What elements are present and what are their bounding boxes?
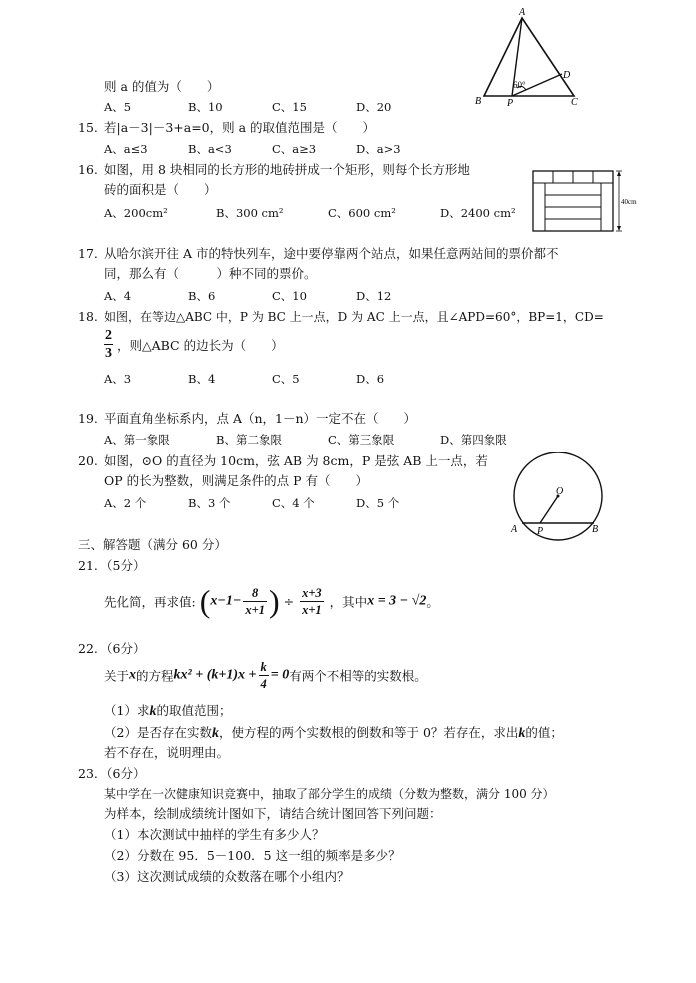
q21-right-paren: ): [268, 583, 280, 619]
q15-option-a: A、a≤3: [104, 142, 148, 156]
q15-option-b: B、a<3: [188, 142, 232, 156]
q15-option-d: D、a>3: [356, 142, 401, 156]
section-title: 三、解答题（满分 60 分）: [78, 537, 227, 552]
q18-fraction-numerator: 2: [105, 328, 112, 343]
q19-option-c: C、第三象限: [328, 433, 395, 447]
q23-part2: （2）分数在 95．5－100．5 这一组的频率是多少？: [104, 848, 401, 863]
q22-eq-frac-den: 4: [260, 677, 267, 691]
q20-number: 20.: [78, 453, 98, 468]
q22-intro-b: 的方程: [136, 668, 174, 684]
q22-p2-a: （2）是否存在实数: [104, 725, 212, 740]
q18-option-b: B、4: [188, 372, 216, 386]
triangle-label-c: C: [571, 97, 578, 108]
q18-option-d: D、6: [356, 372, 385, 386]
q16-stem-line1: 如图，用 8 块相同的长方形的地砖拼成一个矩形，则每个长方形地: [104, 162, 470, 177]
q23-line2: 为样本，绘制成绩统计图如下，请结合统计图回答下列问题：: [104, 806, 442, 821]
q23-score: （6分）: [100, 766, 146, 781]
q22-p1-k: k: [149, 704, 157, 719]
q21-expression: [104, 583, 439, 620]
tile-rectangle-figure: [530, 168, 645, 234]
triangle-label-d: D: [563, 70, 571, 81]
q22-score: （6分）: [100, 641, 146, 656]
q18-option-a: A、3: [104, 372, 132, 386]
q21-mid: ，其中: [329, 594, 368, 610]
q17-option-d: D、12: [356, 289, 392, 303]
q22-intro: [104, 659, 427, 692]
q22-p2-k: k: [211, 726, 219, 741]
q21-number: 21.: [78, 558, 98, 573]
q22-eq-left: kx² + (k+1)x +: [173, 667, 257, 683]
triangle-label-b: B: [475, 96, 482, 107]
q21-score: （5分）: [100, 558, 146, 573]
q22-part1: [104, 703, 231, 720]
q20-option-a: A、2 个: [104, 496, 147, 510]
q22-var-x: x: [129, 667, 137, 683]
q21-fraction-2: [300, 585, 324, 618]
q14-option-c: C、15: [272, 100, 307, 114]
q14-option-d: D、20: [356, 100, 392, 114]
q22-eq-frac-num: k: [260, 660, 267, 674]
q17-stem-line2: 同，那么有（ ）种不同的票价。: [104, 266, 317, 281]
circle-label-b: B: [592, 524, 599, 535]
q17-option-c: C、10: [272, 289, 307, 303]
q15-number: 15.: [78, 120, 98, 135]
q22-p1-b: 的取值范围；: [156, 703, 232, 718]
q21-prefix: 先化简，再求值:: [104, 594, 196, 610]
q21-frac1-num: 8: [243, 585, 267, 602]
q19-option-a: A、第一象限: [104, 433, 170, 447]
q18-stem-line1: 如图，在等边△ABC 中，P 为 BC 上一点，D 为 AC 上一点，且∠APD=60°，BP=1，CD=: [104, 310, 604, 324]
triangle-angle-label: 60°: [513, 80, 526, 90]
q16-stem-line2: 砖的面积是（ ）: [104, 182, 217, 197]
q16-option-b: B、300 cm²: [216, 206, 284, 220]
q17-option-a: A、4: [104, 289, 132, 303]
q16-option-a: A、200cm²: [104, 206, 168, 220]
q18-stem-line2: ，则△ABC 的边长为（ ）: [117, 338, 284, 353]
q14-option-b: B、10: [188, 100, 223, 114]
q16-option-d: D、2400 cm²: [440, 206, 516, 220]
q22-part2: [104, 725, 563, 742]
q14-stem: 则 a 的值为（ ）: [104, 79, 220, 94]
triangle-label-p: P: [507, 98, 514, 108]
q16-number: 16.: [78, 162, 98, 177]
circle-figure: [502, 452, 614, 548]
q23-part3: （3）这次测试成绩的众数落在哪个小组内？: [104, 869, 350, 884]
q19-number: 19.: [78, 411, 98, 426]
q18-number: 18.: [78, 309, 98, 324]
q22-number: 22.: [78, 641, 98, 656]
q21-condition: x = 3 − √2: [367, 593, 427, 609]
q22-eq-right: = 0: [270, 667, 290, 683]
q14-option-a: A、5: [104, 100, 132, 114]
circle-label-o: O: [556, 486, 564, 497]
q21-frac2-num: x+3: [302, 586, 322, 600]
q15-stem: 若|a－3|－3+a=0，则 a 的取值范围是（ ）: [104, 120, 376, 135]
q22-eq-fraction: [259, 659, 269, 692]
q20-option-c: C、4 个: [272, 496, 315, 510]
q17-stem-line1: 从哈尔滨开往 A 市的特快列车，途中要停靠两个站点，如果任意两站间的票价都不: [104, 246, 559, 261]
q17-number: 17.: [78, 246, 98, 261]
q21-left-paren: (: [199, 583, 211, 619]
q21-frac2-den: x+1: [302, 603, 322, 617]
q16-option-c: C、600 cm²: [328, 206, 396, 220]
q22-p2-c: 的值；: [525, 725, 563, 740]
q22-intro-a: 关于: [104, 668, 130, 684]
q21-divide: ÷: [283, 594, 295, 609]
q19-option-d: D、第四象限: [440, 433, 507, 447]
tile-dimension-label: 40cm: [621, 198, 637, 206]
q20-option-d: D、5 个: [356, 496, 400, 510]
q22-intro-c: 有两个不相等的实数根。: [289, 668, 427, 684]
q19-option-b: B、第二象限: [216, 433, 282, 447]
q18-option-c: C、5: [272, 372, 300, 386]
circle-label-a: A: [511, 524, 518, 535]
q23-part1: （1）本次测试中抽样的学生有多少人？: [104, 827, 325, 842]
q18-fraction: [104, 327, 113, 362]
q19-stem: 平面直角坐标系内，点 A（n，1－n）一定不在（ ）: [104, 411, 417, 426]
triangle-figure: [470, 4, 590, 108]
q21-fraction-1: [243, 585, 267, 618]
triangle-label-a: A: [519, 7, 526, 18]
circle-label-p: P: [537, 526, 544, 537]
q15-option-c: C、a≥3: [272, 142, 317, 156]
q20-stem-line1: 如图，⊙O 的直径为 10cm，弦 AB 为 8cm，P 是弦 AB 上一点，若: [104, 453, 488, 468]
q22-p2-b: ，使方程的两个实数根的倒数和等于 0？若存在，求出: [218, 725, 519, 740]
q22-p1-a: （1）求: [104, 703, 150, 718]
q17-option-b: B、6: [188, 289, 216, 303]
q22-part2-line2: 若不存在，说明理由。: [104, 745, 230, 760]
q21-var-x: x: [210, 593, 218, 609]
q21-frac1-den: x+1: [245, 603, 265, 617]
q18-fraction-denominator: 3: [105, 346, 112, 361]
q20-option-b: B、3 个: [188, 496, 231, 510]
q22-p2-k2: k: [518, 726, 526, 741]
q23-line1: 某中学在一次健康知识竞赛中，抽取了部分学生的成绩（分数为整数，满分 100 分）: [104, 787, 555, 801]
q23-number: 23.: [78, 766, 98, 781]
q20-stem-line2: OP 的长为整数，则满足条件的点 P 有（ ）: [104, 473, 368, 488]
q21-end: 。: [426, 594, 439, 610]
q21-minus-one: −1−: [217, 593, 242, 609]
